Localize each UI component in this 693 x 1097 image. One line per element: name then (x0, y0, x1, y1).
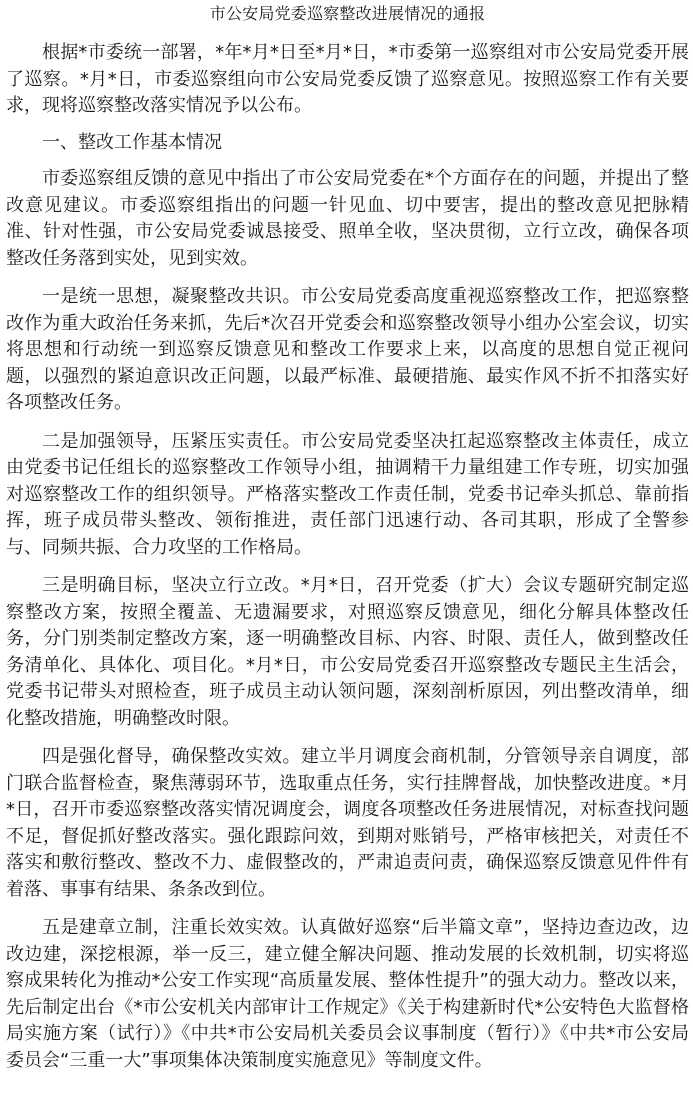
section-heading: 一、整改工作基本情况 (42, 131, 222, 153)
point-five-paragraph: 五是建章立制，注重长效实效。认真做好巡察“后半篇文章”，坚持边查边改，边改边建，深挖根源，举一反三，建立健全解决问题、推动发展的长效机制，切实将巡察成果转化为推动*公安工作实现“高质量发展、整体性提升”的强大动力。整改以来，先后制定出台《*市公安机关内部审计工作规定》《关于构建新时代*公安特色大监督格局实施方案（试行）》《中共*市公安局机关委员会议事制度（暂行）》《中共*市公安局委员会“三重一大”事项集体决策制度实施意见》等制度文件。 (6, 917, 689, 1071)
intro-paragraph: 根据*市委统一部署，*年*月*日至*月*日，*市委第一巡察组对市公安局党委开展了巡察。*月*日，市委巡察组向市公安局党委反馈了巡察意见。按照巡察工作有关要求，现将巡察整改落实情况予以公布。 (6, 42, 689, 116)
document-title: 市公安局党委巡察整改进展情况的通报 (209, 4, 486, 23)
point-three-paragraph: 三是明确目标，坚决立行立改。*月*日，召开党委（扩大）会议专题研究制定巡察整改方案，按照全覆盖、无遗漏要求，对照巡察反馈意见，细化分解具体整改任务，分门别类制定整改方案，逐一明确整改目标、内容、时限、责任人，做到整改任务清单化、具体化、项目化。*月*日，市公安局党委召开巡察整改专题民主生活会，党委书记带头对照检查，班子成员主动认领问题，深刻剖析原因，列出整改清单，细化整改措施，明确整改时限。 (6, 575, 689, 729)
point-two-paragraph: 二是加强领导，压紧压实责任。市公安局党委坚决扛起巡察整改主体责任，成立由党委书记任组长的巡察整改工作领导小组，抽调精干力量组建工作专班，切实加强对巡察整改工作的组织领导。严格落实整改工作责任制，党委书记牵头抓总、靠前指挥，班子成员带头整改、领衔推进，责任部门迅速行动、各司其职，形成了全警参与、同频共振、合力攻坚的工作格局。 (6, 430, 689, 558)
point-one-paragraph: 一是统一思想，凝聚整改共识。市公安局党委高度重视巡察整改工作，把巡察整改作为重大政治任务来抓，先后*次召开党委会和巡察整改领导小组办公室会议，切实将思想和行动统一到巡察反馈意见和整改工作要求上来，以高度的思想自觉正视问题，以强烈的紧迫意识改正问题，以最严标准、最硬措施、最实作风不折不扣落实好各项整改任务。 (6, 286, 689, 413)
point-four-paragraph: 四是强化督导，确保整改实效。建立半月调度会商机制，分管领导亲自调度，部门联合监督检查，聚焦薄弱环节，选取重点任务，实行挂牌督战，加快整改进度。*月*日，召开市委巡察整改落实情况调度会，调度各项整改任务进展情况，对标查找问题不足，督促抓好整改落实。强化跟踪问效，到期对账销号，严格审核把关，对责任不落实和敷衍整改、整改不力、虚假整改的，严肃追责问责，确保巡察反馈意见件件有着落、事事有结果、条条改到位。 (6, 746, 689, 900)
overview-paragraph: 市委巡察组反馈的意见中指出了市公安局党委在*个方面存在的问题，并提出了整改意见建议。市委巡察组指出的问题一针见血、切中要害，提出的整改意见把脉精准、针对性强，市公安局党委诚恳接受、照单全收，坚决贯彻，立行立改，确保各项整改任务落到实处，见到实效。 (6, 168, 689, 269)
